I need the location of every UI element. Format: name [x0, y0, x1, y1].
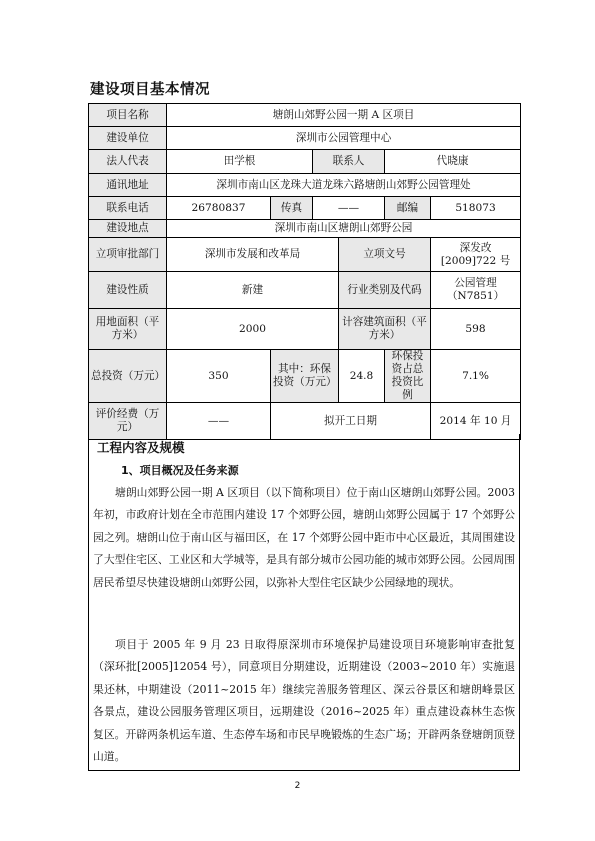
approval-paragraph: 项目于 2005 年 9 月 23 日取得原深圳市环境保护局建设项目环境影响审查批复（深环批[2005]12054 号），同意项目分期建设，近期建设（2003~2010 年）实施退果还林，中期建设（2011~2015 年）继续完善服务管理区、深云谷景区和塘朗峰景区各景点，建设公园服务管理区项目，远期建设（2016~2025 年）重点建设森林生态恢复区。开辟两条机运车道、生态停车场和市民早晚锻炼的生态广场；开辟两条登塘朗顶登山道。	[93, 638, 515, 764]
fax-value: ——	[313, 197, 385, 220]
section-heading: 工程内容及规模	[97, 440, 185, 455]
legal-rep-value: 田学根	[167, 150, 313, 174]
land-area-label: 用地面积（平方米）	[89, 309, 167, 350]
approval-dept-value: 深圳市发展和改革局	[167, 238, 339, 272]
project-name-label: 项目名称	[89, 104, 167, 127]
approval-dept-label: 立项审批部门	[89, 238, 167, 272]
address-label: 通讯地址	[89, 174, 167, 197]
address-value: 深圳市南山区龙珠大道龙珠六路塘朗山郊野公园管理处	[167, 174, 521, 197]
start-date-value: 2014 年 10 月	[431, 403, 521, 440]
industry-label: 行业类别及代码	[339, 272, 431, 309]
total-invest-label: 总投资（万元）	[89, 350, 167, 403]
nature-label: 建设性质	[89, 272, 167, 309]
land-area-value: 2000	[167, 309, 339, 350]
env-ratio-value: 7.1%	[431, 350, 521, 403]
page-title: 建设项目基本情况	[90, 82, 210, 98]
industry-value: 公园管理（N7851）	[431, 272, 521, 309]
table-row	[89, 272, 521, 309]
postcode-label: 邮编	[385, 197, 431, 220]
postcode-value: 518073	[431, 197, 521, 220]
nature-value: 新建	[167, 272, 339, 309]
start-date-label: 拟开工日期	[271, 403, 431, 440]
legal-rep-label: 法人代表	[89, 150, 167, 174]
builder-label: 建设单位	[89, 127, 167, 150]
eval-fee-value: ——	[167, 403, 271, 440]
approval-doc-label: 立项文号	[339, 238, 431, 272]
overview-paragraph: 塘朗山郊野公园一期 A 区项目（以下简称项目）位于南山区塘朗山郊野公园。2003 年初，市政府计划在全市范围内建设 17 个郊野公园，塘朗山郊野公园属于 17 个郊野公园之列。塘朗山位于南山区与福田区，在 17 个郊野公园中距市中心区最近，其周围建设了大型住宅区、工业区和大学城等，是具有部分城市公园功能的城市郊野公园。公园周围居民希望尽快建设塘朗山郊野公园，以弥补大型住宅区缺少公园绿地的现状。	[93, 486, 515, 589]
phone-value: 26780837	[167, 197, 271, 220]
section-subheading: 1、项目概况及任务来源	[121, 464, 239, 477]
fax-label: 传真	[271, 197, 313, 220]
table-row	[89, 350, 521, 403]
contact-value: 代晓康	[385, 150, 521, 174]
builder-value: 深圳市公园管理中心	[167, 127, 521, 150]
table-row	[89, 309, 521, 350]
site-label: 建设地点	[89, 220, 167, 238]
table-row	[89, 104, 521, 127]
floor-area-label: 计容建筑面积（平方米）	[339, 309, 431, 350]
project-name-value: 塘朗山郊野公园一期 A 区项目	[167, 104, 521, 127]
page-number: 2	[294, 781, 301, 791]
table-row	[89, 220, 521, 238]
table-row	[89, 127, 521, 150]
approval-doc-value: 深发改[2009]722 号	[431, 238, 521, 272]
table-row	[89, 174, 521, 197]
total-invest-value: 350	[167, 350, 271, 403]
eval-fee-label: 评价经费（万元）	[89, 403, 167, 440]
project-content-section	[88, 434, 520, 771]
site-value: 深圳市南山区塘朗山郊野公园	[167, 220, 521, 238]
env-invest-value: 24.8	[339, 350, 385, 403]
table-row	[89, 238, 521, 272]
floor-area-value: 598	[431, 309, 521, 350]
contact-label: 联系人	[313, 150, 385, 174]
env-ratio-label: 环保投资占总投资比例	[385, 350, 431, 403]
table-row	[89, 150, 521, 174]
env-invest-label: 其中：环保投资（万元）	[271, 350, 339, 403]
project-info-table	[88, 103, 521, 440]
table-row	[89, 197, 521, 220]
phone-label: 联系电话	[89, 197, 167, 220]
